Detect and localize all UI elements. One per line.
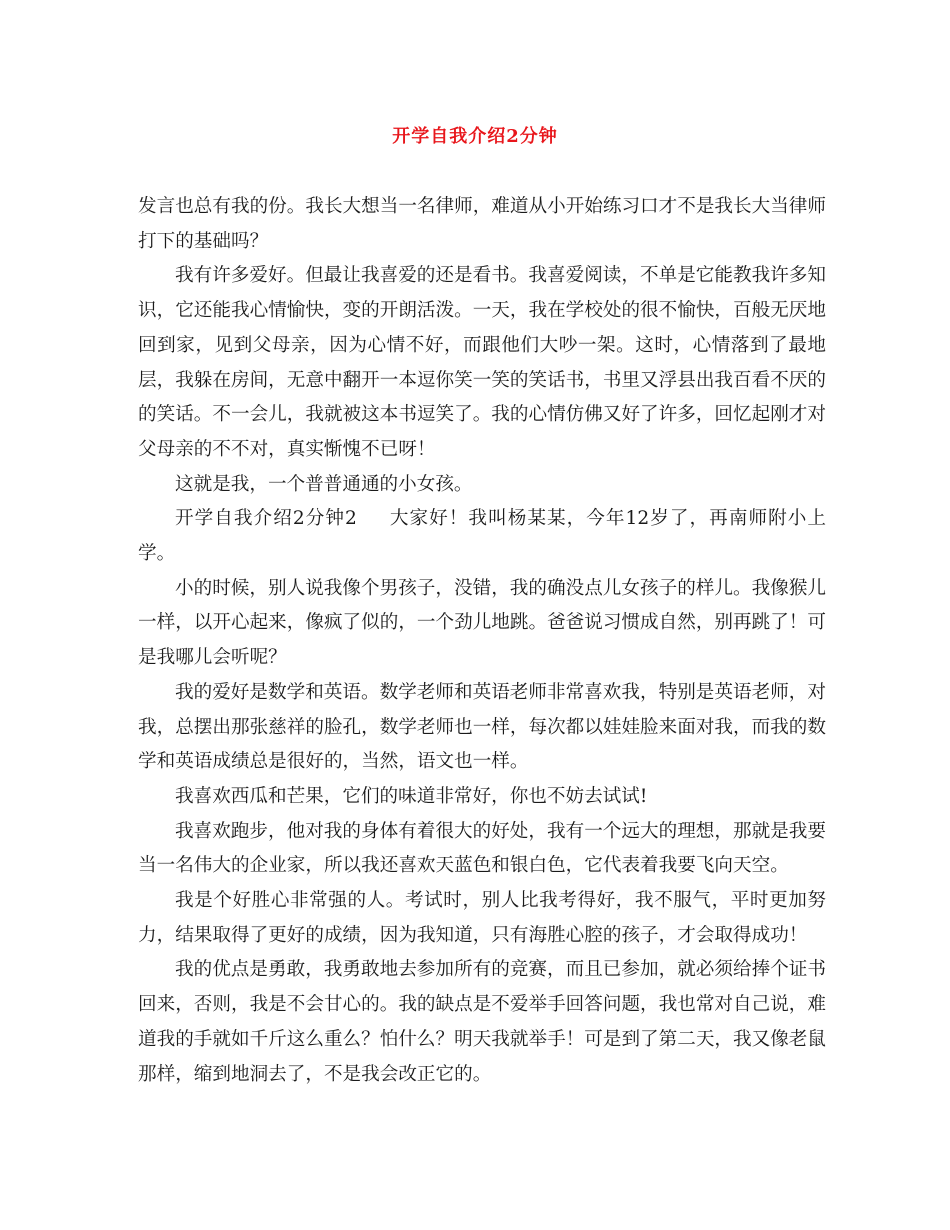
paragraph: 我有许多爱好。但最让我喜爱的还是看书。我喜爱阅读，不单是它能教我许多知识，它还能我心情愉快，变的开朗活泼。一天，我在学校处的很不愉快，百般无厌地回到家，见到父母亲，因为心情不好，而跟他们大吵一架。这时，心情落到了最地层，我躲在房间，无意中翻开一本逗你笑一笑的笑话书，书里又浮县出我百看不厌的的笑话。不一会儿，我就被这本书逗笑了。我的心情仿佛又好了许多，回忆起刚才对父母亲的不不对，真实惭愧不已呀！ [138,265,826,460]
paragraph: 发言也总有我的份。我长大想当一名律师，难道从小开始练习口才不是我长大当律师打下的基础吗？ [138,196,826,252]
paragraph: 这就是我，一个普普通通的小女孩。 [175,473,473,495]
paragraph: 我喜欢西瓜和芒果，它们的味道非常好，你也不妨去试试! [175,785,648,807]
paragraph: 我是个好胜心非常强的人。考试时，别人比我考得好，我不服气，平时更加努力，结果取得了更好的成绩，因为我知道，只有海胜心腔的孩子，才会取得成功！ [138,890,826,946]
section-heading-text: 大家好！我叫杨某某，今年12岁了，再南师附小上学。 [138,508,826,565]
section-heading-paragraph [138,502,826,571]
paragraph: 我喜欢跑步，他对我的身体有着很大的好处，我有一个远大的理想，那就是我要当一名伟大的企业家，所以我还喜欢天蓝色和银白色，它代表着我要飞向天空。 [138,820,826,877]
document-body [138,190,826,1092]
paragraph: 小的时候，别人说我像个男孩子，没错，我的确没点儿女孩子的样儿。我像猴儿一样，以开心起来，像疯了似的，一个劲儿地跳。爸爸说习惯成自然，别再跳了！可是我哪儿会听呢？ [138,577,826,669]
document-title: 开学自我介绍2分钟 [392,126,558,147]
paragraph: 我的优点是勇敢，我勇敢地去参加所有的竞赛，而且已参加，就必须给捧个证书回来，否则，我是不会甘心的。我的缺点是不爱举手回答问题，我也常对自己说，难道我的手就如千斤这么重么？怕什么？明天我就举手！可是到了第二天，我又像老鼠那样，缩到地洞去了，不是我会改正它的。 [138,959,826,1085]
section-heading-label: 开学自我介绍2分钟2 [175,508,357,530]
paragraph: 我的爱好是数学和英语。数学老师和英语老师非常喜欢我，特别是英语老师，对我，总摆出那张慈祥的脸孔，数学老师也一样，每次都以娃娃脸来面对我，而我的数学和英语成绩总是很好的，当然，语文也一样。 [138,681,826,773]
